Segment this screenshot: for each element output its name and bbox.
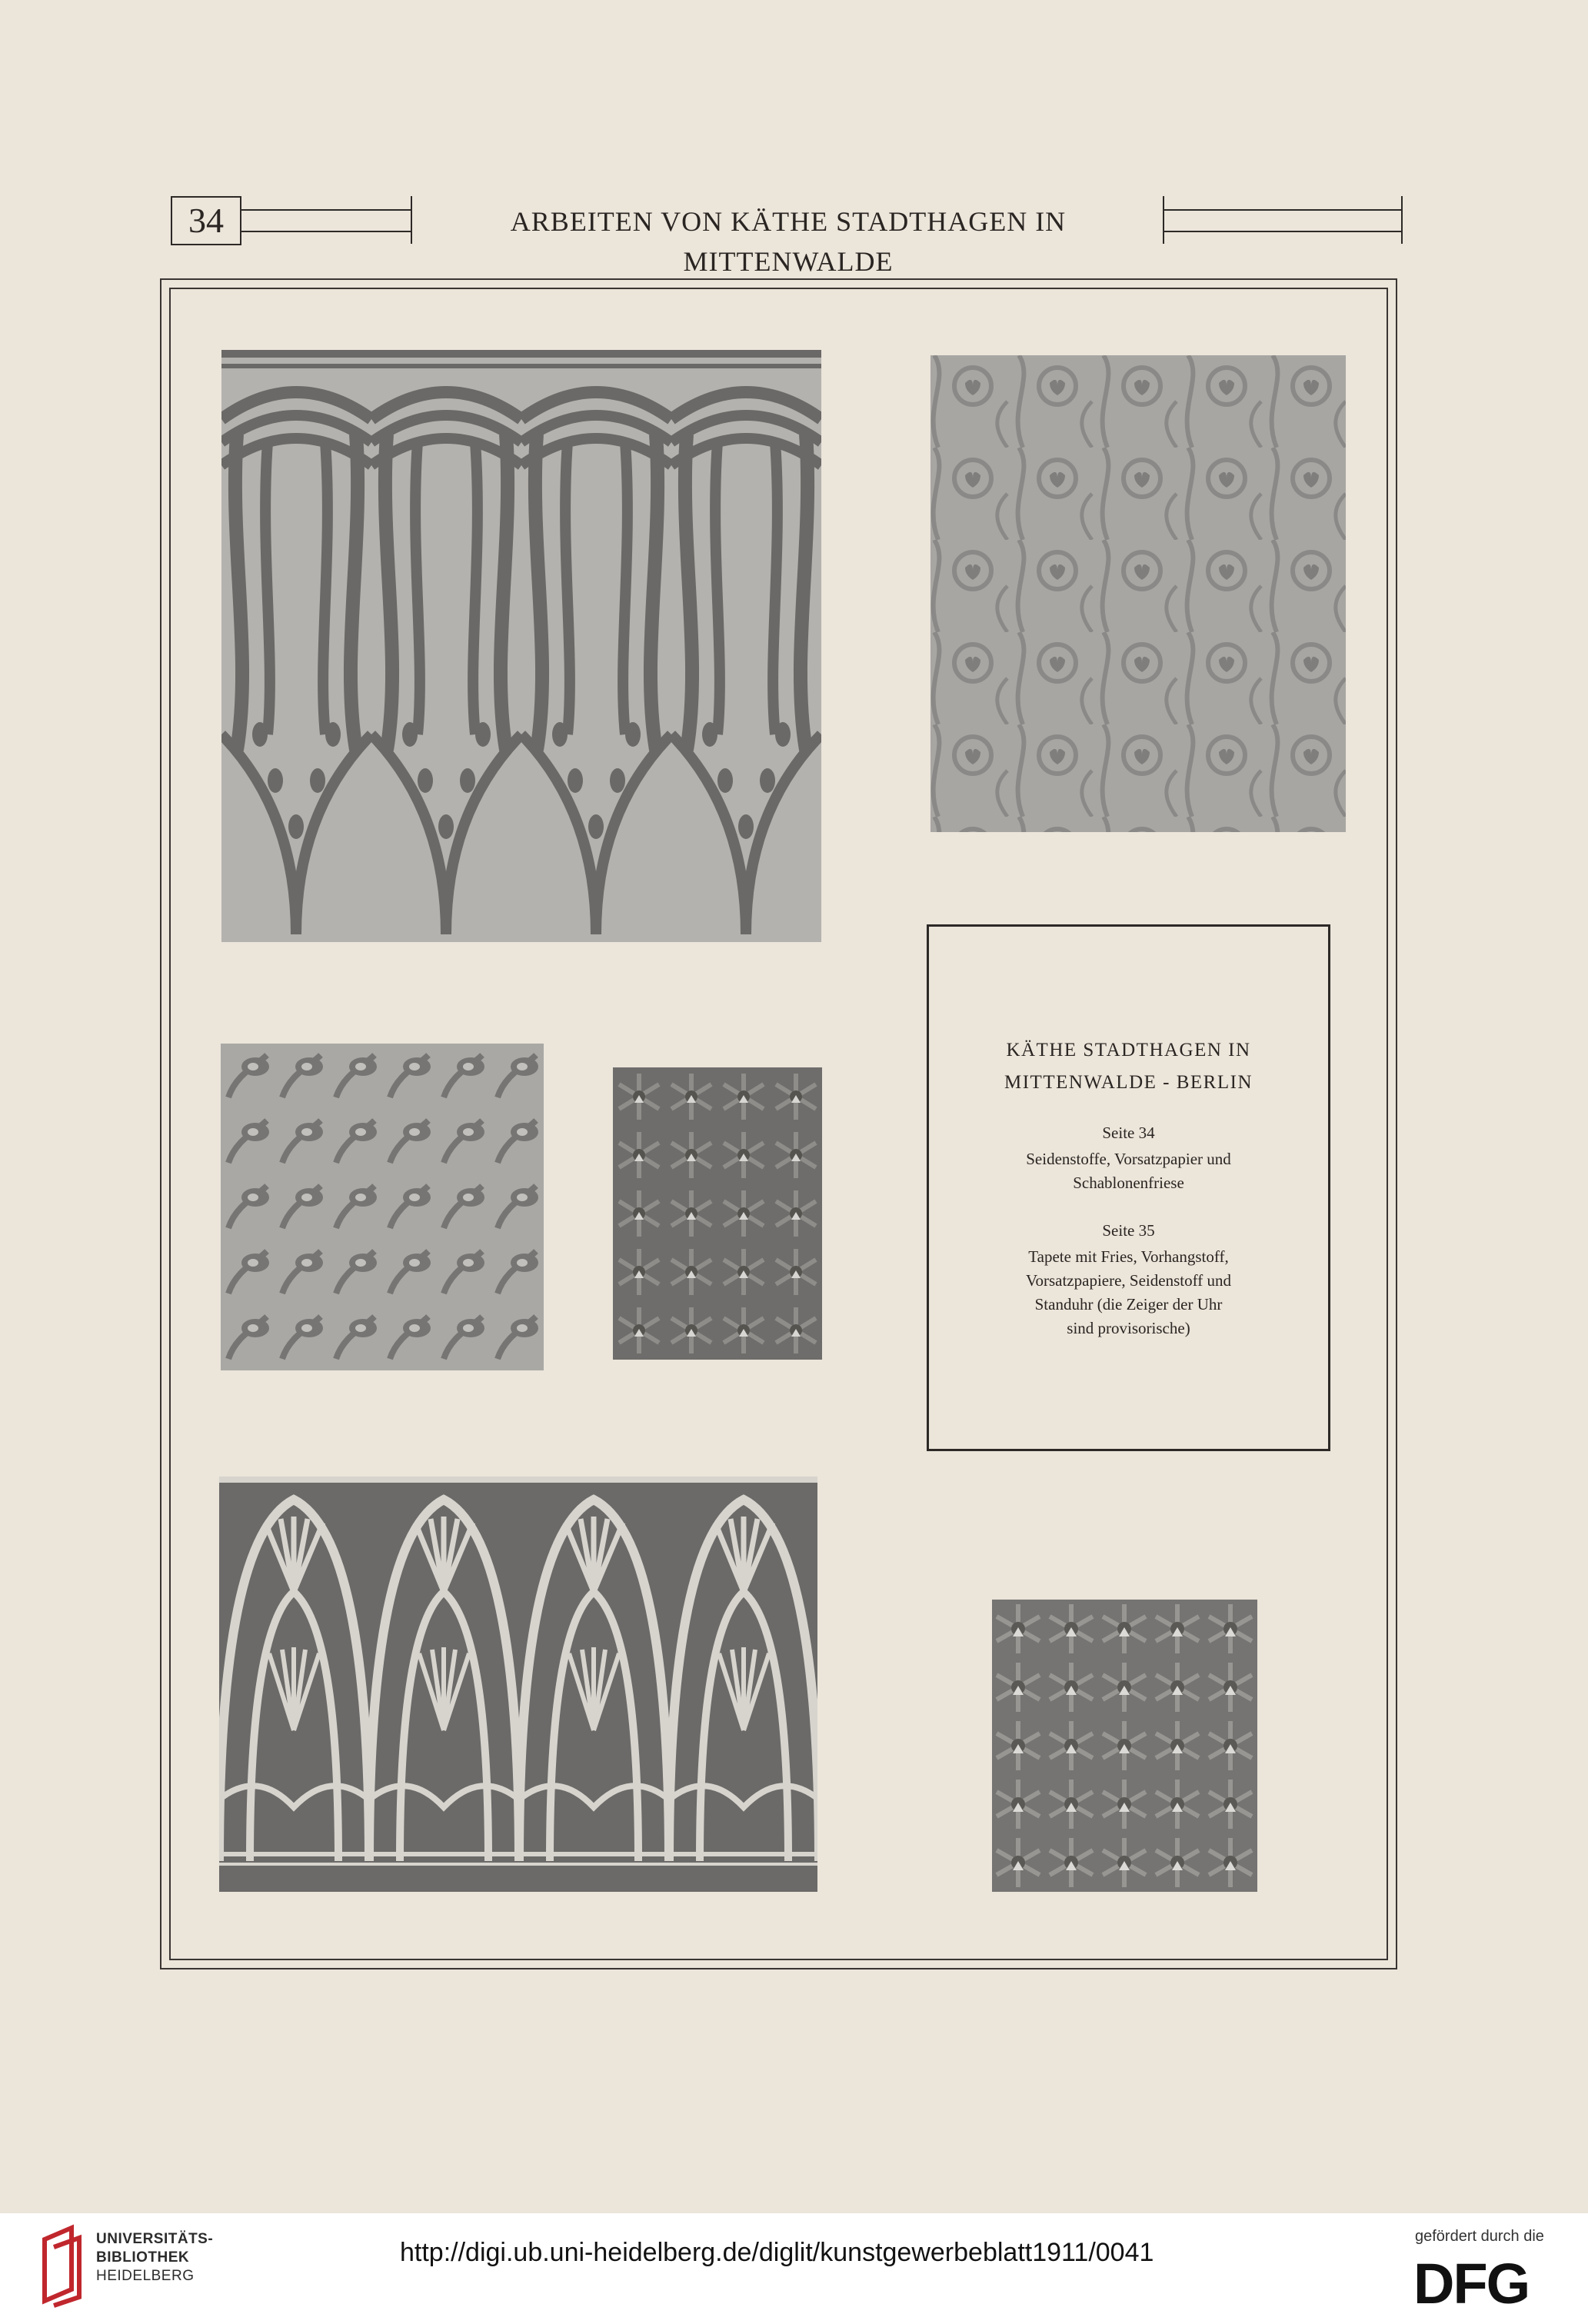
caption-line: Vorsatzpapiere, Seidenstoff und <box>1026 1271 1231 1290</box>
caption-line: Seidenstoffe, Vorsatzpapier und <box>1026 1150 1231 1168</box>
caption-heading-line: KÄTHE STADTHAGEN IN <box>1006 1040 1251 1060</box>
library-name-line: HEIDELBERG <box>96 2268 195 2284</box>
plate-interlace-frieze <box>221 350 821 942</box>
header-rule <box>1163 209 1403 211</box>
caption-description <box>983 1147 1274 1195</box>
caption-line: Tapete mit Fries, Vorhangstoff, <box>1028 1247 1229 1266</box>
header-divider <box>411 196 412 244</box>
caption-box <box>927 924 1330 1451</box>
caption-heading <box>929 1034 1328 1099</box>
header-rule <box>240 231 411 232</box>
library-name-line: UNIVERSITÄTS- <box>96 2231 214 2247</box>
header-divider <box>1163 196 1164 244</box>
header-rule <box>1163 231 1403 232</box>
caption-line: Standuhr (die Zeiger der Uhr <box>1034 1295 1223 1313</box>
caption-line: Schablonenfriese <box>1073 1174 1184 1192</box>
page-title: ARBEITEN VON KÄTHE STADTHAGEN IN MITTENWALDE <box>510 206 1067 277</box>
footer-bar <box>0 2213 1588 2324</box>
plate-arch-stencil-frieze <box>219 1477 817 1892</box>
header-divider <box>1401 196 1403 244</box>
dfg-logo: DFG <box>1413 2252 1530 2316</box>
permalink-url[interactable]: http://digi.ub.uni-heidelberg.de/diglit/kunstgewerbeblatt1911/0041 <box>400 2238 1154 2267</box>
library-name-line: BIBLIOTHEK <box>96 2249 190 2266</box>
caption-heading-line: MITTENWALDE - BERLIN <box>1004 1072 1253 1093</box>
plate-star-endpaper <box>992 1600 1257 1892</box>
caption-description <box>983 1245 1274 1340</box>
funding-caption: gefördert durch die <box>1415 2228 1544 2245</box>
plate-star-silk <box>613 1067 822 1360</box>
caption-line: sind provisorische) <box>1067 1319 1190 1337</box>
page-number: 34 <box>171 196 241 245</box>
university-library-logo-icon <box>37 2224 91 2309</box>
plate-heart-scroll-silk <box>930 355 1346 832</box>
header-rule <box>240 209 411 211</box>
caption-page-ref: Seite 35 <box>1102 1221 1155 1240</box>
plate-flower-endpaper <box>221 1044 544 1370</box>
caption-page-ref: Seite 34 <box>1102 1124 1155 1142</box>
